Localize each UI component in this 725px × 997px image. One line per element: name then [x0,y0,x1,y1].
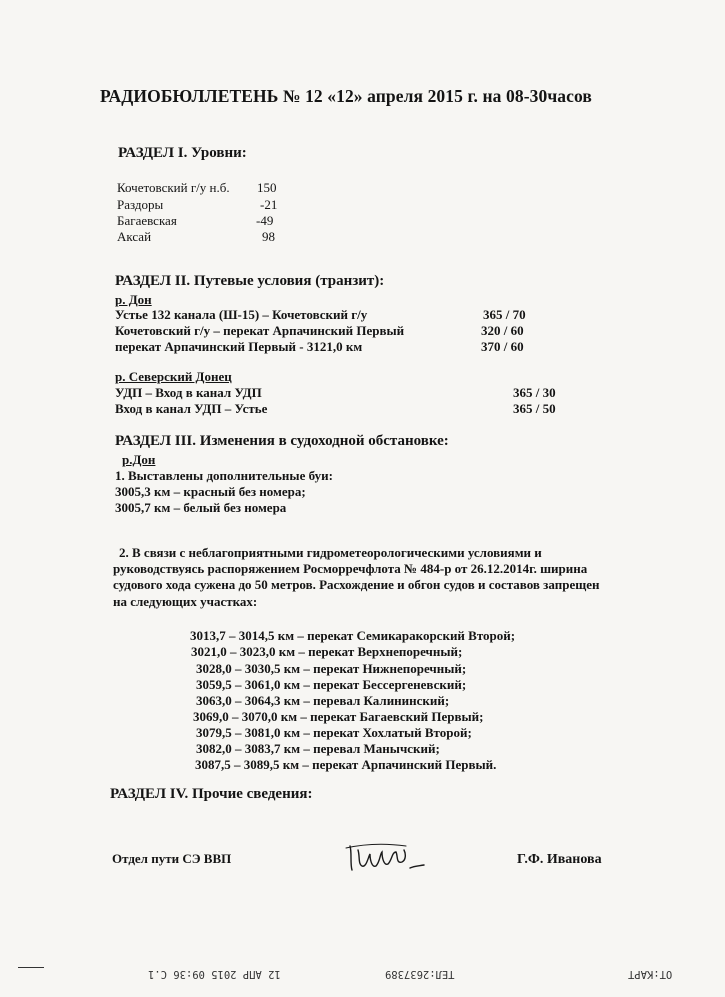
route-value: 370 / 60 [481,339,524,354]
site-line: 3063,0 – 3064,3 км – перевал Калининский; [196,693,450,708]
fax-phone: ТЕЛ:2637389 [385,968,455,980]
section-4-heading: РАЗДЕЛ IV. Прочие сведения: [110,786,313,802]
fax-sender: ОТ:КАРТ [628,968,673,980]
buoy-line: 3005,7 км – белый без номера [115,500,287,515]
section-1-heading: РАЗДЕЛ I. Уровни: [118,145,247,161]
site-line: 3021,0 – 3023,0 км – перекат Верхнепоречный; [191,644,463,659]
level-name: Кочетовский г/у н.б. [117,180,230,195]
level-name: Аксай [117,229,152,244]
route-value: 320 / 60 [481,323,524,338]
item-2-line: на следующих участках: [113,594,258,609]
item-2-line: судового хода сужена до 50 метров. Расхождение и обгон судов и составов запрещен [113,577,600,592]
route-value: 365 / 70 [483,307,526,322]
site-line: 3079,5 – 3081,0 км – перекат Хохлатый Второй; [196,725,472,740]
level-value: 98 [262,229,275,244]
site-line: 3028,0 – 3030,5 км – перекат Нижнепоречный; [196,661,467,676]
site-line: 3087,5 – 3089,5 км – перекат Арпачинский Первый. [195,757,497,772]
route-value: 365 / 30 [513,385,556,400]
level-name: Багаевская [117,213,177,228]
item-1-title: 1. Выставлены дополнительные буи: [115,468,333,483]
bulletin-title: РАДИОБЮЛЛЕТЕНЬ № 12 «12» апреля 2015 г. на 08-30часов [100,86,592,106]
buoy-line: 3005,3 км – красный без номера; [115,484,306,499]
fax-timestamp: 12 АПР 2015 09:36 С.1 [148,968,281,980]
site-line: 3069,0 – 3070,0 км – перекат Багаевский Первый; [193,709,484,724]
site-line: 3059,5 – 3061,0 км – перекат Бессергеневский; [196,677,467,692]
site-line: 3082,0 – 3083,7 км – перевал Манычский; [196,741,440,756]
route-name: Кочетовский г/у – перекат Арпачинский Первый [115,323,405,338]
level-name: Раздоры [117,197,164,212]
item-2-line: 2. В связи с неблагоприятными гидрометеорологическими условиями и [119,545,542,560]
level-value: 150 [257,180,277,195]
route-name: перекат Арпачинский Первый - 3121,0 км [115,339,363,354]
fax-edge-mark [18,967,44,968]
level-value: -49 [256,213,274,228]
section-2-heading: РАЗДЕЛ II. Путевые условия (транзит): [115,273,385,289]
department-label: Отдел пути СЭ ВВП [112,851,232,866]
route-name: УДП – Вход в канал УДП [115,385,262,400]
river-don-label: р.Дон [122,452,156,467]
handwritten-signature [344,838,444,876]
river-donets-label: р. Северский Донец [115,369,232,384]
route-name: Устье 132 канала (Ш-15) – Кочетовский г/у [115,307,368,322]
route-name: Вход в канал УДП – Устье [115,401,268,416]
river-don-label: р. Дон [115,292,152,307]
section-3-heading: РАЗДЕЛ III. Изменения в судоходной обстановке: [115,433,449,449]
item-2-line: руководствуясь распоряжением Росморречфлота № 484-р от 26.12.2014г. ширина [113,561,588,576]
level-value: -21 [260,197,278,212]
route-value: 365 / 50 [513,401,556,416]
site-line: 3013,7 – 3014,5 км – перекат Семикаракорский Второй; [190,628,516,643]
signer-name: Г.Ф. Иванова [517,852,602,867]
